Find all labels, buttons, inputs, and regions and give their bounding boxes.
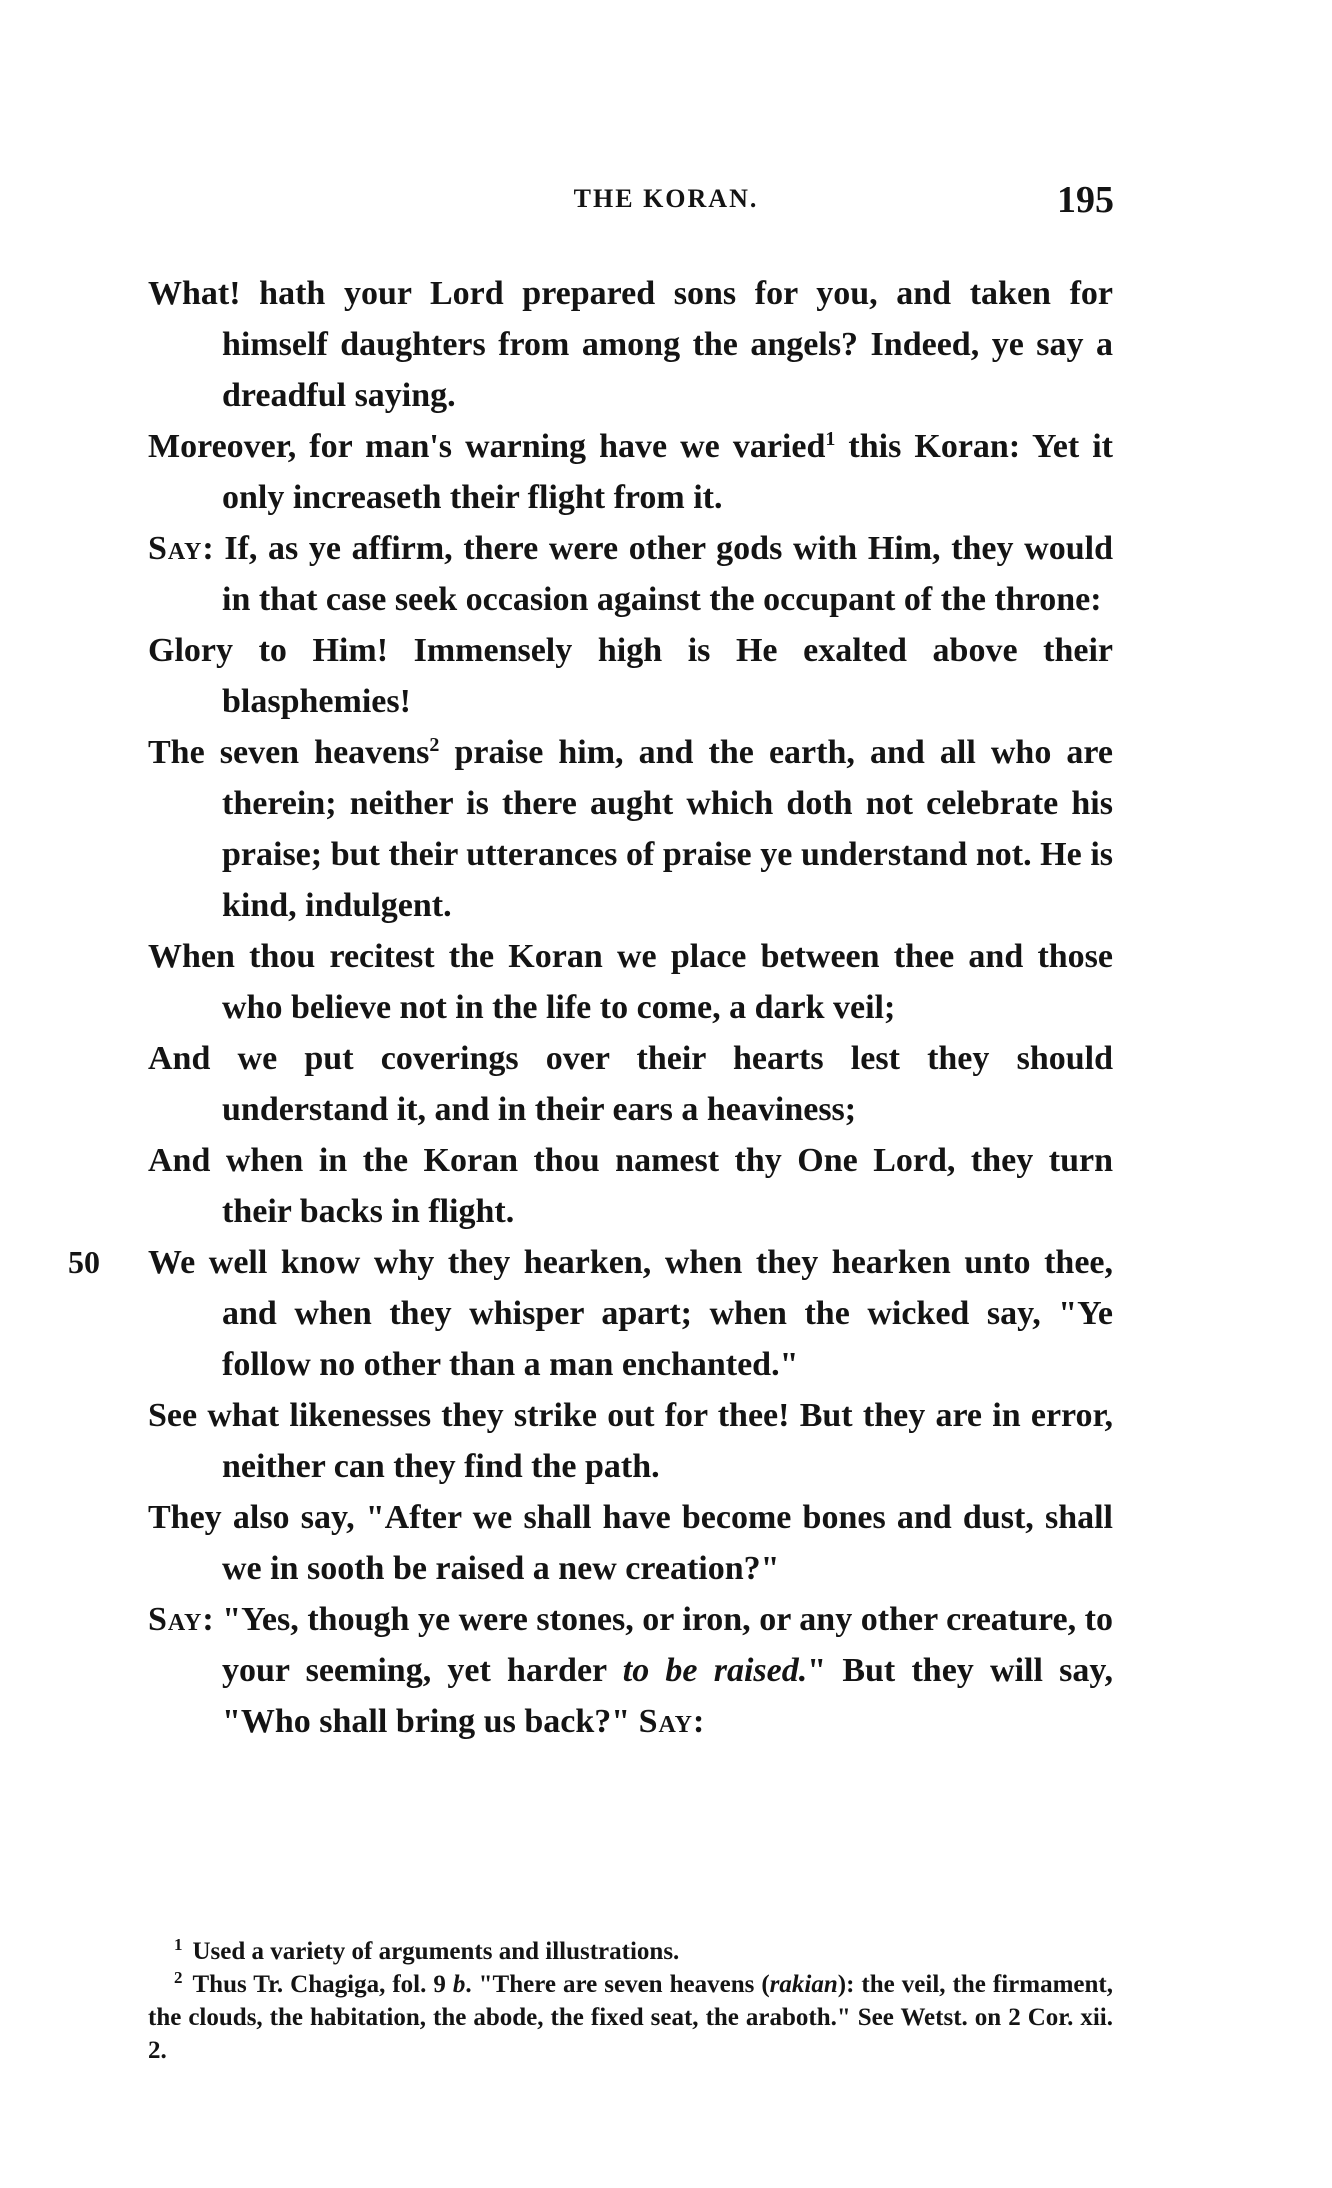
verse [148, 1492, 1113, 1594]
text-run: Used a variety of arguments and illustrations. [192, 1938, 680, 1965]
footnote-mark: 2 [174, 1968, 183, 1987]
text-run: And we put coverings over their hearts lest they should understand it, and in their ears a heaviness; [148, 1040, 1113, 1128]
text-run: Thus Tr. Chagiga, fol. 9 [192, 1971, 453, 1998]
footnote-mark: 1 [174, 1935, 183, 1954]
text-run: : "Yes, though ye were stones, or iron, or any other creature, to your seeming, yet harder [202, 1601, 1113, 1689]
text-run: See what likenesses they strike out for thee! But they are in error, neither can they find the path. [148, 1397, 1113, 1485]
small-caps-word: Say [638, 1703, 693, 1740]
page-number: 195 [1057, 179, 1114, 221]
verse [148, 1594, 1113, 1747]
footnote [148, 1968, 1113, 2067]
footnote [148, 1935, 1113, 1968]
text-run: Glory to Him! Immensely high is He exalted above their blasphemies! [148, 632, 1113, 720]
verse [68, 1237, 1113, 1390]
text-run: They also say, "After we shall have become bones and dust, shall we in sooth be raised a new creation?" [148, 1499, 1113, 1587]
italic-text: to be raised. [622, 1652, 808, 1689]
footnote-reference: 2 [429, 734, 440, 756]
verse [148, 421, 1113, 523]
italic-text: b [452, 1971, 466, 1998]
text-run: praise him, and the earth, and all who are therein; neither is there aught which doth not celebrate his praise; but their utterances of praise ye understand not. He is kind, indulgent. [222, 734, 1113, 924]
verse [148, 625, 1113, 727]
verse [148, 727, 1113, 931]
small-caps-word: Say [148, 530, 203, 567]
text-run: . "There are seven heavens ( [465, 1971, 770, 1998]
text-run: Moreover, for man's warning have we varied [148, 428, 826, 465]
verse [148, 1135, 1113, 1237]
text-run: this Koran: Yet it only increaseth their flight from it. [222, 428, 1113, 516]
text-run: And when in the Koran thou namest thy One Lord, they turn their backs in flight. [148, 1142, 1113, 1230]
verse-line-number: 50 [68, 1244, 100, 1280]
verse [148, 1390, 1113, 1492]
verse [148, 268, 1113, 421]
text-run: The seven heavens [148, 734, 430, 771]
running-title: THE KORAN. [573, 184, 759, 213]
running-head [0, 178, 1332, 228]
verse [148, 931, 1113, 1033]
italic-text: rakian [769, 1971, 838, 1998]
text-run: " But they will say, "Who shall bring us back?" [222, 1652, 1113, 1740]
verse [148, 523, 1113, 625]
text-run: : [692, 1703, 705, 1740]
text-run: We well know why they hearken, when they hearken unto thee, and when they whisper apart; when the wicked say, "Ye follow no other than a man enchanted." [148, 1244, 1113, 1383]
text-run: What! hath your Lord prepared sons for you, and taken for himself daughters from among the angels? Indeed, ye say a dreadful saying. [148, 275, 1113, 414]
footnote-reference: 1 [825, 428, 836, 450]
small-caps-word: Say [148, 1601, 203, 1638]
text-run: : If, as ye affirm, there were other gods with Him, they would in that case seek occasion against the occupant of the throne: [202, 530, 1113, 618]
text-run: When thou recitest the Koran we place between thee and those who believe not in the life to come, a dark veil; [148, 938, 1113, 1026]
verse [148, 1033, 1113, 1135]
body-text [68, 268, 1113, 1747]
text-run: ): the veil, the firmament, the clouds, the habitation, the abode, the fixed seat, the araboth." See Wetst. on 2 Cor. xii. 2. [148, 1971, 1113, 2064]
footnotes [148, 1935, 1113, 2067]
